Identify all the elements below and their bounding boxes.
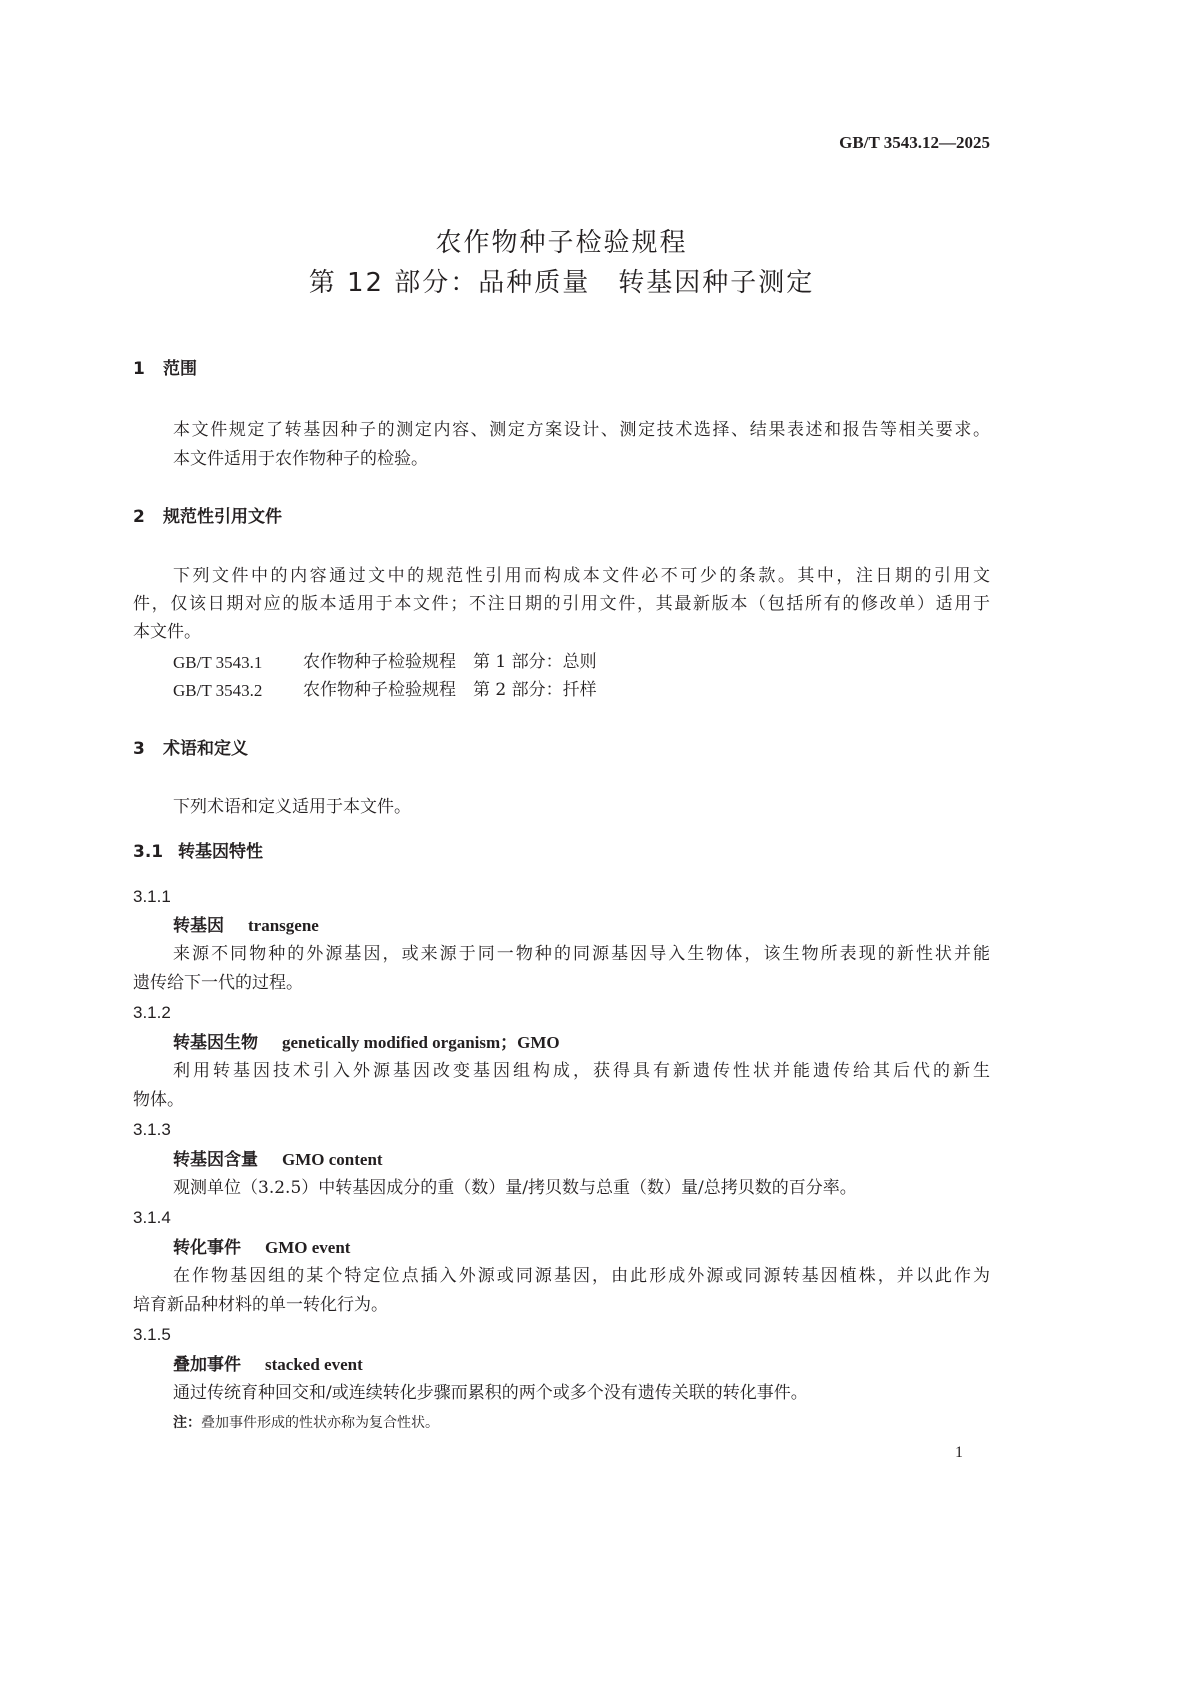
references-intro-line: 件，仅该日期对应的版本适用于本文件；不注日期的引用文件，其最新版本（包括所有的修改单）适用于	[133, 594, 990, 614]
scope-paragraph-line: 本文件适用于农作物种子的检验。	[173, 449, 428, 469]
references-intro-line: 下列文件中的内容通过文中的规范性引用而构成本文件必不可少的条款。其中，注日期的引用文	[173, 566, 990, 586]
scope-paragraph-line: 本文件规定了转基因种子的测定内容、测定方案设计、测定技术选择、结果表述和报告等相关要求。	[173, 420, 990, 440]
term-row	[173, 1034, 560, 1052]
term-row	[173, 917, 319, 935]
term-chinese: 转基因	[173, 916, 224, 936]
term-chinese: 转基因含量	[173, 1150, 258, 1170]
term-english: transgene	[248, 916, 319, 935]
section-number-terms: 3	[133, 739, 145, 759]
definition-line: 观测单位（3.2.5）中转基因成分的重（数）量/拷贝数与总重（数）量/总拷贝数的百分率。	[173, 1178, 857, 1198]
term-english: GMO content	[282, 1150, 383, 1169]
reference-title: 农作物种子检验规程 第 1 部分：总则	[303, 652, 597, 672]
note	[173, 1416, 439, 1431]
standard-number: GB/T 3543.12—2025	[839, 133, 990, 152]
definition-line: 培育新品种材料的单一转化行为。	[133, 1295, 388, 1315]
term-chinese: 转化事件	[173, 1238, 241, 1258]
term-number: 3.1.3	[133, 1120, 171, 1139]
page-number: 1	[955, 1444, 963, 1461]
term-row	[173, 1151, 383, 1169]
term-chinese: 转基因生物	[173, 1033, 258, 1053]
term-chinese: 叠加事件	[173, 1355, 241, 1375]
reference-title: 农作物种子检验规程 第 2 部分：扦样	[303, 680, 597, 700]
document-title-line-1: 农作物种子检验规程	[435, 228, 688, 258]
reference-code: GB/T 3543.1	[173, 653, 263, 672]
references-intro-line: 本文件。	[133, 622, 201, 642]
terms-intro: 下列术语和定义适用于本文件。	[173, 797, 411, 817]
subclause-number: 3.1	[133, 842, 164, 862]
term-english: genetically modified organism；GMO	[282, 1033, 560, 1052]
definition-line: 来源不同物种的外源基因，或来源于同一物种的同源基因导入生物体，该生物所表现的新性状并能	[173, 944, 990, 964]
definition-line: 物体。	[133, 1090, 184, 1110]
note-text: 叠加事件形成的性状亦称为复合性状。	[201, 1415, 439, 1431]
note-label: 注：	[173, 1415, 201, 1431]
term-number: 3.1.2	[133, 1003, 171, 1022]
definition-line: 在作物基因组的某个特定位点插入外源或同源基因，由此形成外源或同源转基因植株，并以此作为	[173, 1266, 990, 1286]
term-number: 3.1.5	[133, 1325, 171, 1344]
term-row	[173, 1239, 350, 1257]
definition-line: 通过传统育种回交和/或连续转化步骤而累积的两个或多个没有遗传关联的转化事件。	[173, 1383, 808, 1403]
section-number-scope: 1	[133, 359, 145, 379]
definition-line: 遗传给下一代的过程。	[133, 973, 303, 993]
section-heading-terms: 术语和定义	[163, 739, 248, 759]
section-heading-references: 规范性引用文件	[163, 507, 282, 527]
term-row	[173, 1356, 363, 1374]
reference-code: GB/T 3543.2	[173, 681, 263, 700]
term-number: 3.1.4	[133, 1208, 171, 1227]
subclause-heading: 转基因特性	[178, 842, 263, 862]
definition-line: 利用转基因技术引入外源基因改变基因组构成，获得具有新遗传性状并能遗传给其后代的新生	[173, 1061, 990, 1081]
term-english: GMO event	[265, 1238, 351, 1257]
term-number: 3.1.1	[133, 887, 171, 906]
section-number-references: 2	[133, 507, 145, 527]
term-english: stacked event	[265, 1355, 363, 1374]
section-heading-scope: 范围	[163, 359, 197, 379]
document-title-line-2: 第 12 部分：品种质量 转基因种子测定	[308, 268, 815, 298]
